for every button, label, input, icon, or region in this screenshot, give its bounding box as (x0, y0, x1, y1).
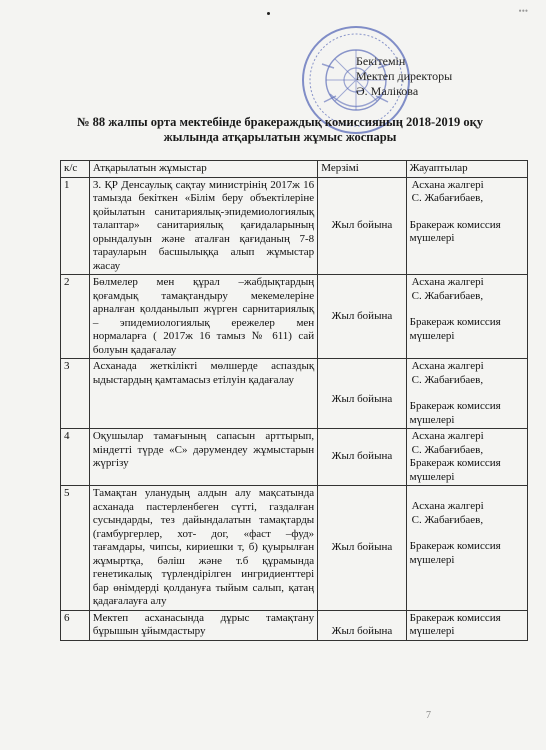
resp-commission: Бракераж комиссия мүшелері (409, 316, 501, 342)
row-responsible (406, 429, 527, 486)
ink-dot (267, 12, 270, 15)
row-activity: Бөлмелер мен құрал –жабдықтардың қоғамдық тамақтандыру мекемелеріне арналған қолданылып жүрген сарнитариялық – эпидемиологиялық ережелер мен нормаларға ( 2017ж 16 тамыз № 611) сай болуын қадағалау (89, 275, 317, 359)
row-activity: Оқушылар тамағының сапасын арттырып, міндетті түрде «С» дәрумендеу жұмыстарын жүргізу (89, 429, 317, 486)
resp-person: С. Жабағибаев, (411, 289, 484, 302)
page-mark: 7 (426, 710, 431, 721)
table-header-row (61, 161, 528, 178)
header-activity: Атқарылатын жұмыстар (89, 161, 317, 178)
row-num: 2 (61, 275, 90, 359)
row-responsible (406, 359, 527, 429)
resp-commission: Бракераж комиссия мүшелері (409, 457, 501, 483)
resp-vendor: Асхана жалгері (411, 178, 484, 191)
row-responsible (406, 275, 527, 359)
header-term: Мерзімі (318, 161, 406, 178)
row-term: Жыл бойына (318, 429, 406, 486)
row-activity: Мектеп асханасында дұрыс тамақтану бұрышын ұйымдастыру (89, 610, 317, 640)
resp-vendor: Асхана жалгері (411, 276, 484, 288)
row-term: Жыл бойына (318, 177, 406, 275)
row-responsible (406, 486, 527, 611)
row-activity: Асханада жеткілікті мөлшерде аспаздық ыдыстардың қамтамасыз етілуін қадағалау (89, 359, 317, 429)
resp-commission: Бракераж комиссия мүшелері (409, 218, 501, 244)
header-responsible: Жауаптылар (406, 161, 527, 178)
table-row (61, 177, 528, 275)
resp-vendor: Асхана жалгері (411, 500, 484, 512)
work-plan-table (60, 160, 528, 641)
table-row (61, 486, 528, 611)
row-term: Жыл бойына (318, 275, 406, 359)
row-num: 1 (61, 177, 90, 275)
resp-commission: Бракераж комиссия мүшелері (409, 540, 501, 566)
resp-vendor: Асхана жалгері (411, 430, 484, 442)
row-num: 5 (61, 486, 90, 611)
resp-vendor: Асхана жалгері (411, 360, 484, 372)
table-row (61, 359, 528, 429)
row-term: Жыл бойына (318, 610, 406, 640)
table-row (61, 429, 528, 486)
approval-name: Ә. Малікова (356, 84, 419, 98)
row-activity: Тамақтан уланудың алдын алу мақсатында асханада пастерленбеген сүтті, газдалған сусындарды, тез дайындалатын тамақтарды (гамбургерлер, хот- дог, «фаст –фуд» тағамдары, чипсы, кириешки т, б) қуырылған жұмыртқа, бәліш және т.б құрамында генетикалық түрлендірілген ингридиенттері бар өнімдерді қолдануға тыйым салып, қатаң қадағалауға алу (89, 486, 317, 611)
resp-commission: Бракераж комиссия мүшелері (409, 611, 501, 637)
approval-position: Мектеп директоры (356, 69, 453, 83)
row-responsible (406, 610, 527, 640)
page-title (40, 115, 520, 145)
row-num: 6 (61, 610, 90, 640)
row-activity: 3. ҚР Денсаулық сақтау министрінің 2017ж 16 тамызда бекіткен «Білім беру объектілеріне қойылатын санитариялық-эпидемиологиялық талаптар» санитариялық қағидаларының орындалуын және аталған қағиданың 7-8 тарауларын басшылыққа алып жұмыстар жасау (89, 177, 317, 275)
approval-block (356, 54, 506, 99)
table-row (61, 610, 528, 640)
resp-commission: Бракераж комиссия мүшелері (409, 400, 501, 426)
row-term: Жыл бойына (318, 359, 406, 429)
corner-mark: ••• (518, 6, 528, 16)
approval-approve: Бекітемін (356, 54, 406, 68)
table-row (61, 275, 528, 359)
row-responsible (406, 177, 527, 275)
title-line-1: № 88 жалпы орта мектебінде бракераждық комиссияның 2018-2019 оқу (76, 115, 484, 129)
resp-person: С. Жабағибаев, (411, 443, 484, 456)
resp-person: С. Жабағибаев, (411, 513, 484, 526)
row-term: Жыл бойына (318, 486, 406, 611)
title-line-2: жылында атқарылатын жұмыс жоспары (163, 130, 397, 144)
resp-person: С. Жабағибаев, (411, 373, 484, 386)
header-num: к/с (61, 161, 90, 178)
row-num: 3 (61, 359, 90, 429)
resp-person: С. Жабағибаев, (411, 192, 484, 204)
row-num: 4 (61, 429, 90, 486)
